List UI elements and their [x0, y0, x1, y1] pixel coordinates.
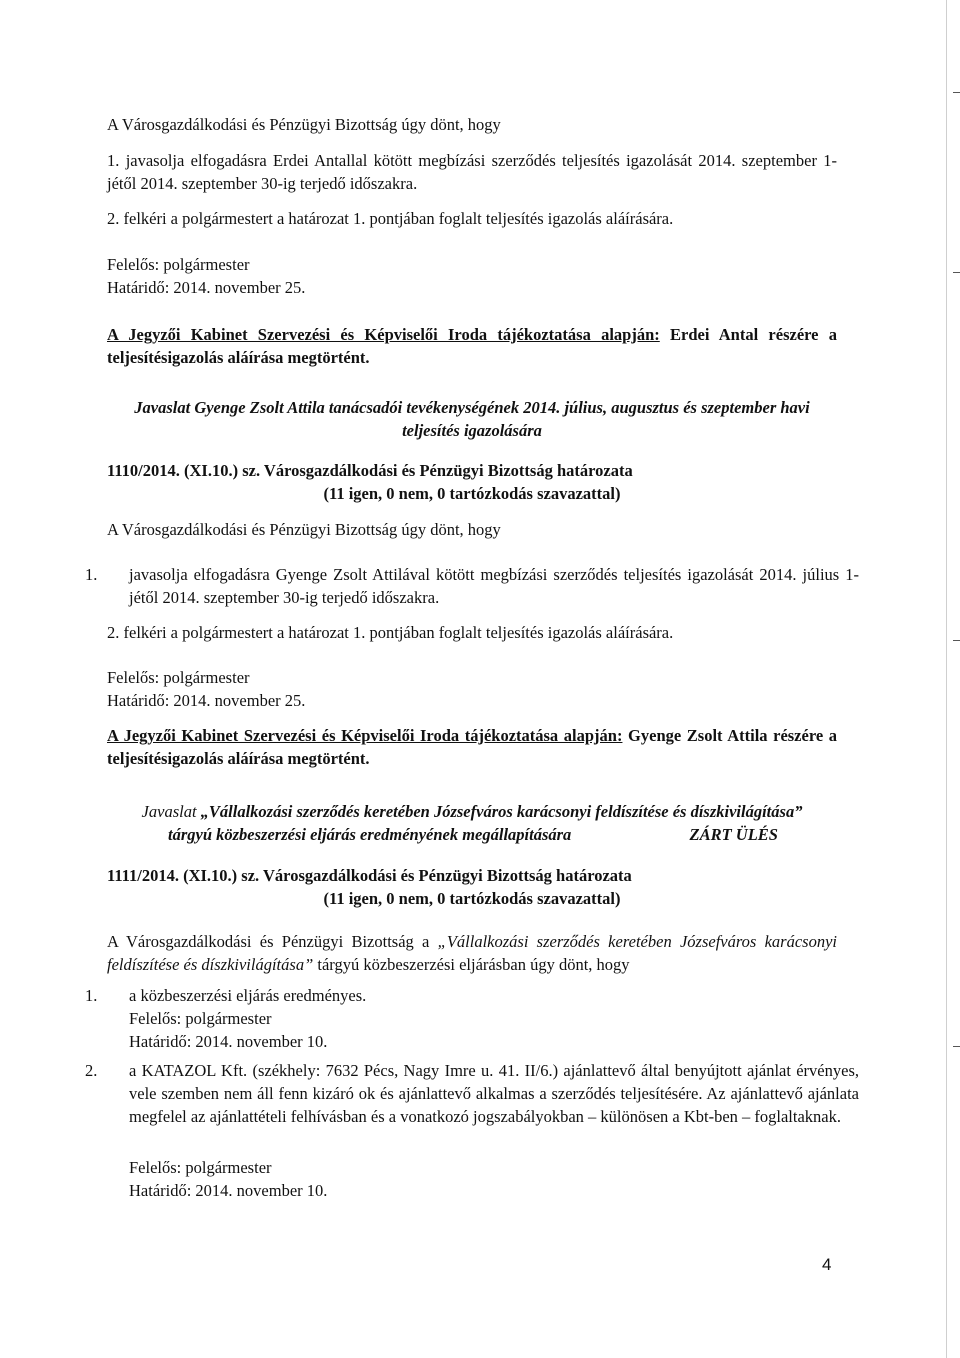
intro-pre: A Városgazdálkodási és Pénzügyi Bizottság a [107, 932, 430, 951]
intro-post: tárgyú közbeszerzési eljárásban úgy dönt, hogy [317, 955, 630, 974]
decision-item-1 [85, 563, 859, 609]
decision-item-1 [85, 984, 859, 1007]
decision-intro [107, 930, 837, 976]
closed-session-label: ZÁRT ÜLÉS [689, 825, 778, 844]
decision-intro: A Városgazdálkodási és Pénzügyi Bizottság úgy dönt, hogy [107, 115, 501, 134]
item-responsible: Felelős: polgármester [129, 1009, 272, 1028]
info-source: A Jegyzői Kabinet Szervezési és Képviselői Iroda tájékoztatása alapján: [107, 325, 660, 344]
decision-item-2 [107, 621, 837, 644]
scan-edge-mark [953, 640, 960, 641]
proposal-title-line-2: teljesítés igazolására [402, 421, 542, 440]
resolution-votes: (11 igen, 0 nem, 0 tartózkodás szavazattal) [323, 484, 621, 503]
resolution-title: 1110/2014. (XI.10.) sz. Városgazdálkodási és Pénzügyi Bizottság határozata [107, 461, 633, 480]
resolution-title: 1111/2014. (XI.10.) sz. Városgazdálkodási és Pénzügyi Bizottság határozata [107, 866, 632, 885]
proposal-title [107, 800, 837, 823]
item-text: a KATAZOL Kft. (székhely: 7632 Pécs, Nagy Imre u. 41. II/6.) ajánlattevő által benyújtott ajánlat érvényes, vele szemben nem áll fenn kizáró ok és ajánlattevő alkalmas a szerződés teljesítésére. Az ajánlattevő ajánlata megfelel az ajánlattételi felhívásban és a vonatkozó jogszabályokban – különösen a Kbt-ben – foglaltaknak. [129, 1061, 859, 1126]
info-note [107, 323, 837, 369]
responsible: Felelős: polgármester [107, 668, 250, 687]
decision-item-2 [107, 207, 837, 230]
scan-edge-mark [953, 92, 960, 93]
item-responsible: Felelős: polgármester [129, 1158, 272, 1177]
item-text: felkéri a polgármestert a határozat 1. pontjában foglalt teljesítés igazolás aláírására. [123, 209, 674, 228]
info-statement: Gyenge Zsolt Attila részére a teljesítésigazolás aláírása megtörtént. [107, 726, 838, 768]
item-number: 2. [85, 1061, 98, 1080]
item-number: 1. [107, 151, 120, 170]
decision-intro: A Városgazdálkodási és Pénzügyi Bizottság úgy dönt, hogy [107, 520, 501, 539]
page-number: 4 [822, 1255, 832, 1274]
resolution-votes: (11 igen, 0 nem, 0 tartózkodás szavazattal) [323, 889, 621, 908]
proposal-title-line-1: Javaslat Gyenge Zsolt Attila tanácsadói tevékenységének 2014. július, augusztus és szeptember havi [134, 398, 810, 417]
item-number: 2. [107, 209, 120, 228]
proposal-prefix: Javaslat [141, 802, 197, 821]
proposal-subject-continued: tárgyú közbeszerzési eljárás eredményének megállapítására [168, 825, 572, 844]
proposal-title-line-2 [168, 823, 838, 846]
scan-edge-mark [953, 1046, 960, 1047]
info-statement: Erdei Antal részére a teljesítésigazolás aláírása megtörtént. [107, 325, 837, 367]
item-text: a közbeszerzési eljárás eredményes. [129, 986, 367, 1005]
deadline: Határidő: 2014. november 25. [107, 691, 306, 710]
scan-edge-line [946, 0, 947, 1358]
item-number: 1. [85, 986, 98, 1005]
deadline: Határidő: 2014. november 25. [107, 278, 306, 297]
decision-item-2 [85, 1059, 859, 1128]
item-deadline: Határidő: 2014. november 10. [129, 1181, 328, 1200]
item-deadline: Határidő: 2014. november 10. [129, 1032, 328, 1051]
scan-edge-mark [953, 272, 960, 273]
info-note [107, 724, 837, 770]
decision-item-1 [107, 149, 837, 195]
proposal-title [107, 396, 837, 442]
proposal-subject: „Vállalkozási szerződés keretében Józsefváros karácsonyi feldíszítése és díszkivilágítása” [200, 802, 803, 821]
responsible: Felelős: polgármester [107, 255, 250, 274]
item-text: javasolja elfogadásra Erdei Antallal kötött megbízási szerződés teljesítés igazolását 2014. szeptember 1-jétől 2014. szeptember 30-ig terjedő időszakra. [107, 151, 837, 193]
item-text: javasolja elfogadásra Gyenge Zsolt Attilával kötött megbízási szerződés teljesítés igazolását 2014. július 1-jétől 2014. szeptember 30-ig terjedő időszakra. [129, 565, 859, 607]
item-number: 2. [107, 623, 120, 642]
item-number: 1. [85, 565, 98, 584]
info-source: A Jegyzői Kabinet Szervezési és Képviselői Iroda tájékoztatása alapján: [107, 726, 623, 745]
item-text: felkéri a polgármestert a határozat 1. pontjában foglalt teljesítés igazolás aláírására. [123, 623, 674, 642]
intro-subject: „Vállalkozási szerződés keretében Józsefváros karácsonyi feldíszítése és díszkivilágítása” [107, 932, 837, 974]
